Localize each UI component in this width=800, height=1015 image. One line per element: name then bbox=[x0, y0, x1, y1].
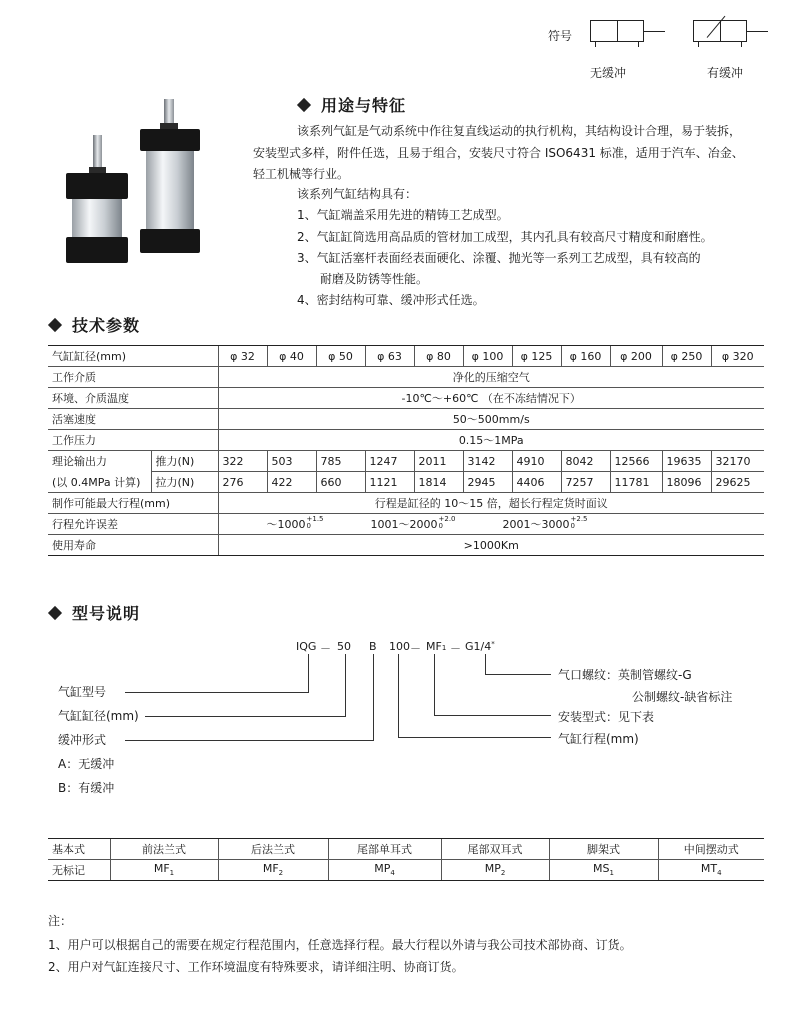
table-row bbox=[48, 367, 764, 388]
bore-cell: φ 250 bbox=[662, 346, 711, 367]
pull-cell: 18096 bbox=[662, 472, 711, 493]
mount-header: 尾部单耳式 bbox=[328, 839, 441, 860]
mount-code-sub: 4 bbox=[717, 869, 722, 878]
pressure-label: 工作压力 bbox=[48, 430, 218, 451]
code-mount-main: MF bbox=[426, 640, 442, 653]
tol-lower: 0 bbox=[438, 522, 443, 530]
label-cushion-b: B：有缓冲 bbox=[58, 781, 115, 795]
mount-code-main: MF bbox=[262, 862, 279, 876]
mount-code bbox=[441, 860, 549, 881]
table-row bbox=[48, 839, 764, 860]
label-series: 气缸型号 bbox=[58, 685, 107, 699]
mount-code-sub: 1 bbox=[609, 869, 614, 878]
pull-label: 拉力(N) bbox=[151, 472, 218, 493]
usage-item: 3、气缸活塞杆表面经表面硬化、涂覆、抛光等一系列工艺成型，具有较高的 bbox=[297, 251, 701, 265]
pull-cell: 660 bbox=[316, 472, 365, 493]
tol-lower: 0 bbox=[306, 522, 311, 530]
mount-code-main: MT bbox=[700, 862, 718, 876]
tol-upper: +2.0 bbox=[438, 515, 456, 523]
bore-cell: φ 320 bbox=[711, 346, 764, 367]
symbol-cushion-label: 有缓冲 bbox=[707, 66, 744, 80]
usage-item: 2、气缸缸筒选用高品质的管材加工成型，其内孔具有较高尺寸精度和耐磨性。 bbox=[297, 230, 713, 244]
code-port bbox=[465, 640, 495, 653]
mount-table bbox=[48, 838, 764, 881]
tol-value bbox=[218, 514, 764, 535]
tol-range: 2001～3000 bbox=[502, 518, 570, 531]
push-cell: 4910 bbox=[512, 451, 561, 472]
mount-code-main: MF bbox=[153, 862, 170, 876]
pull-cell: 2945 bbox=[463, 472, 512, 493]
code-stroke: 100 bbox=[389, 640, 410, 653]
mount-code-main: MP bbox=[374, 862, 391, 876]
tol-upper: +2.5 bbox=[570, 515, 588, 523]
mount-code-sub: 1 bbox=[169, 869, 175, 878]
tol-label: 行程允许误差 bbox=[48, 514, 218, 535]
bore-cell: φ 100 bbox=[463, 346, 512, 367]
mount-code-sub: 4 bbox=[390, 869, 395, 878]
pull-cell: 422 bbox=[267, 472, 316, 493]
label-mount: 安装型式：见下表 bbox=[558, 710, 655, 724]
usage-item: 耐磨及防锈等性能。 bbox=[320, 272, 429, 286]
push-label: 推力(N) bbox=[151, 451, 218, 472]
mount-code bbox=[328, 860, 441, 881]
pull-cell: 4406 bbox=[512, 472, 561, 493]
mount-code-main: 无标记 bbox=[52, 864, 85, 877]
symbol-no-cushion-label: 无缓冲 bbox=[590, 66, 627, 80]
mount-header: 中间摆动式 bbox=[658, 839, 764, 860]
usage-lead: 该系列气缸结构具有： bbox=[297, 187, 418, 201]
tol-upper: +1.5 bbox=[306, 515, 324, 523]
symbol-no-cushion bbox=[590, 20, 690, 60]
product-photo bbox=[60, 95, 240, 270]
mount-code bbox=[110, 860, 218, 881]
push-cell: 2011 bbox=[414, 451, 463, 472]
mount-code-main: MS bbox=[593, 862, 610, 876]
push-cell: 32170 bbox=[711, 451, 764, 472]
bore-cell: φ 32 bbox=[218, 346, 267, 367]
note-2: 2、用户对气缸连接尺寸、工作环境温度有特殊要求，请详细注明、协商订货。 bbox=[48, 960, 464, 974]
usage-intro-2: 安装型式多样，附件任选，且易于组合，安装尺寸符合 ISO6431 标准，适用于汽车、冶金、 bbox=[253, 146, 744, 160]
mount-header: 前法兰式 bbox=[110, 839, 218, 860]
tol-range: ～1000 bbox=[266, 518, 306, 531]
code-dash: － bbox=[410, 642, 421, 655]
table-row bbox=[48, 451, 764, 472]
code-port-sup: * bbox=[491, 640, 495, 648]
table-row bbox=[48, 409, 764, 430]
code-port-main: G1/4 bbox=[465, 640, 492, 653]
tech-title bbox=[50, 313, 140, 336]
push-cell: 8042 bbox=[561, 451, 610, 472]
mount-code bbox=[48, 860, 110, 881]
model-title bbox=[50, 601, 140, 624]
code-series: IQG bbox=[296, 640, 317, 653]
notes-title: 注： bbox=[48, 914, 73, 928]
label-port-2: 公制螺纹-缺省标注 bbox=[632, 690, 733, 704]
diamond-icon bbox=[48, 318, 62, 332]
life-label: 使用寿命 bbox=[48, 535, 218, 556]
usage-item: 4、密封结构可靠、缓冲形式任选。 bbox=[297, 293, 485, 307]
mount-code bbox=[549, 860, 658, 881]
bore-cell: φ 125 bbox=[512, 346, 561, 367]
speed-value: 50～500mm/s bbox=[218, 409, 764, 430]
bore-cell: φ 40 bbox=[267, 346, 316, 367]
usage-title-text: 用途与特征 bbox=[321, 96, 407, 115]
code-mount-sub: 1 bbox=[441, 644, 447, 652]
medium-label: 工作介质 bbox=[48, 367, 218, 388]
pull-cell: 29625 bbox=[711, 472, 764, 493]
bore-label: 气缸缸径(mm) bbox=[48, 346, 218, 367]
stroke-value: 行程是缸径的 10～15 倍，超长行程定货时面议 bbox=[218, 493, 764, 514]
label-cushion-a: A：无缓冲 bbox=[58, 757, 115, 771]
table-row bbox=[48, 514, 764, 535]
force-note: (以 0.4MPa 计算) bbox=[48, 472, 151, 493]
label-cushion: 缓冲形式 bbox=[58, 733, 107, 747]
stroke-label: 制作可能最大行程(mm) bbox=[48, 493, 218, 514]
label-stroke: 气缸行程(mm) bbox=[558, 732, 639, 746]
symbol-label: 符号 bbox=[548, 29, 573, 43]
mount-header: 基本式 bbox=[48, 839, 110, 860]
force-label: 理论输出力 bbox=[52, 455, 107, 469]
code-dash: － bbox=[320, 642, 331, 655]
mount-header: 尾部双耳式 bbox=[441, 839, 549, 860]
push-cell: 19635 bbox=[662, 451, 711, 472]
mount-code-sub: 2 bbox=[500, 869, 506, 878]
speed-label: 活塞速度 bbox=[48, 409, 218, 430]
usage-title bbox=[299, 93, 406, 116]
tech-title-text: 技术参数 bbox=[72, 316, 141, 335]
medium-value: 净化的压缩空气 bbox=[218, 367, 764, 388]
push-cell: 1247 bbox=[365, 451, 414, 472]
label-port-1: 气口螺纹：英制管螺纹-G bbox=[558, 668, 692, 682]
table-row bbox=[48, 346, 764, 367]
push-cell: 12566 bbox=[610, 451, 662, 472]
life-value: >1000Km bbox=[218, 535, 764, 556]
mount-code-main: MP bbox=[484, 862, 501, 876]
bore-cell: φ 50 bbox=[316, 346, 365, 367]
table-row bbox=[48, 535, 764, 556]
push-cell: 503 bbox=[267, 451, 316, 472]
symbol-cushion bbox=[693, 20, 793, 60]
table-row bbox=[48, 493, 764, 514]
code-dash: － bbox=[450, 642, 461, 655]
env-value: -10℃～+60℃ （在不冻结情况下） bbox=[218, 388, 764, 409]
pull-cell: 11781 bbox=[610, 472, 662, 493]
tol-lower: 0 bbox=[570, 522, 575, 530]
code-mount bbox=[426, 640, 446, 653]
diamond-icon bbox=[297, 98, 311, 112]
mount-code bbox=[218, 860, 328, 881]
mount-header: 后法兰式 bbox=[218, 839, 328, 860]
push-cell: 3142 bbox=[463, 451, 512, 472]
table-row bbox=[48, 860, 764, 881]
mount-code-sub: 2 bbox=[278, 869, 284, 878]
usage-intro-3: 轻工机械等行业。 bbox=[253, 167, 350, 181]
note-1: 1、用户可以根据自己的需要在规定行程范围内，任意选择行程。最大行程以外请与我公司技术部协商、订货。 bbox=[48, 938, 632, 952]
usage-intro-1: 该系列气缸是气动系统中作往复直线运动的执行机构，其结构设计合理，易于装拆， bbox=[297, 124, 742, 138]
env-label: 环境、介质温度 bbox=[48, 388, 218, 409]
diamond-icon bbox=[48, 606, 62, 620]
usage-item: 1、气缸端盖采用先进的精铸工艺成型。 bbox=[297, 208, 509, 222]
pull-cell: 276 bbox=[218, 472, 267, 493]
mount-code bbox=[658, 860, 764, 881]
tol-range: 1001～2000 bbox=[370, 518, 438, 531]
bore-cell: φ 200 bbox=[610, 346, 662, 367]
code-cushion: B bbox=[369, 640, 377, 653]
pull-cell: 1814 bbox=[414, 472, 463, 493]
bore-cell: φ 80 bbox=[414, 346, 463, 367]
table-row bbox=[48, 472, 764, 493]
table-row bbox=[48, 430, 764, 451]
pressure-value: 0.15～1MPa bbox=[218, 430, 764, 451]
model-title-text: 型号说明 bbox=[72, 604, 141, 623]
label-bore: 气缸缸径(mm) bbox=[58, 709, 139, 723]
pull-cell: 1121 bbox=[365, 472, 414, 493]
pull-cell: 7257 bbox=[561, 472, 610, 493]
spec-table bbox=[48, 345, 764, 556]
push-cell: 785 bbox=[316, 451, 365, 472]
bore-cell: φ 63 bbox=[365, 346, 414, 367]
bore-cell: φ 160 bbox=[561, 346, 610, 367]
table-row bbox=[48, 388, 764, 409]
code-bore: 50 bbox=[337, 640, 351, 653]
push-cell: 322 bbox=[218, 451, 267, 472]
mount-header: 脚架式 bbox=[549, 839, 658, 860]
